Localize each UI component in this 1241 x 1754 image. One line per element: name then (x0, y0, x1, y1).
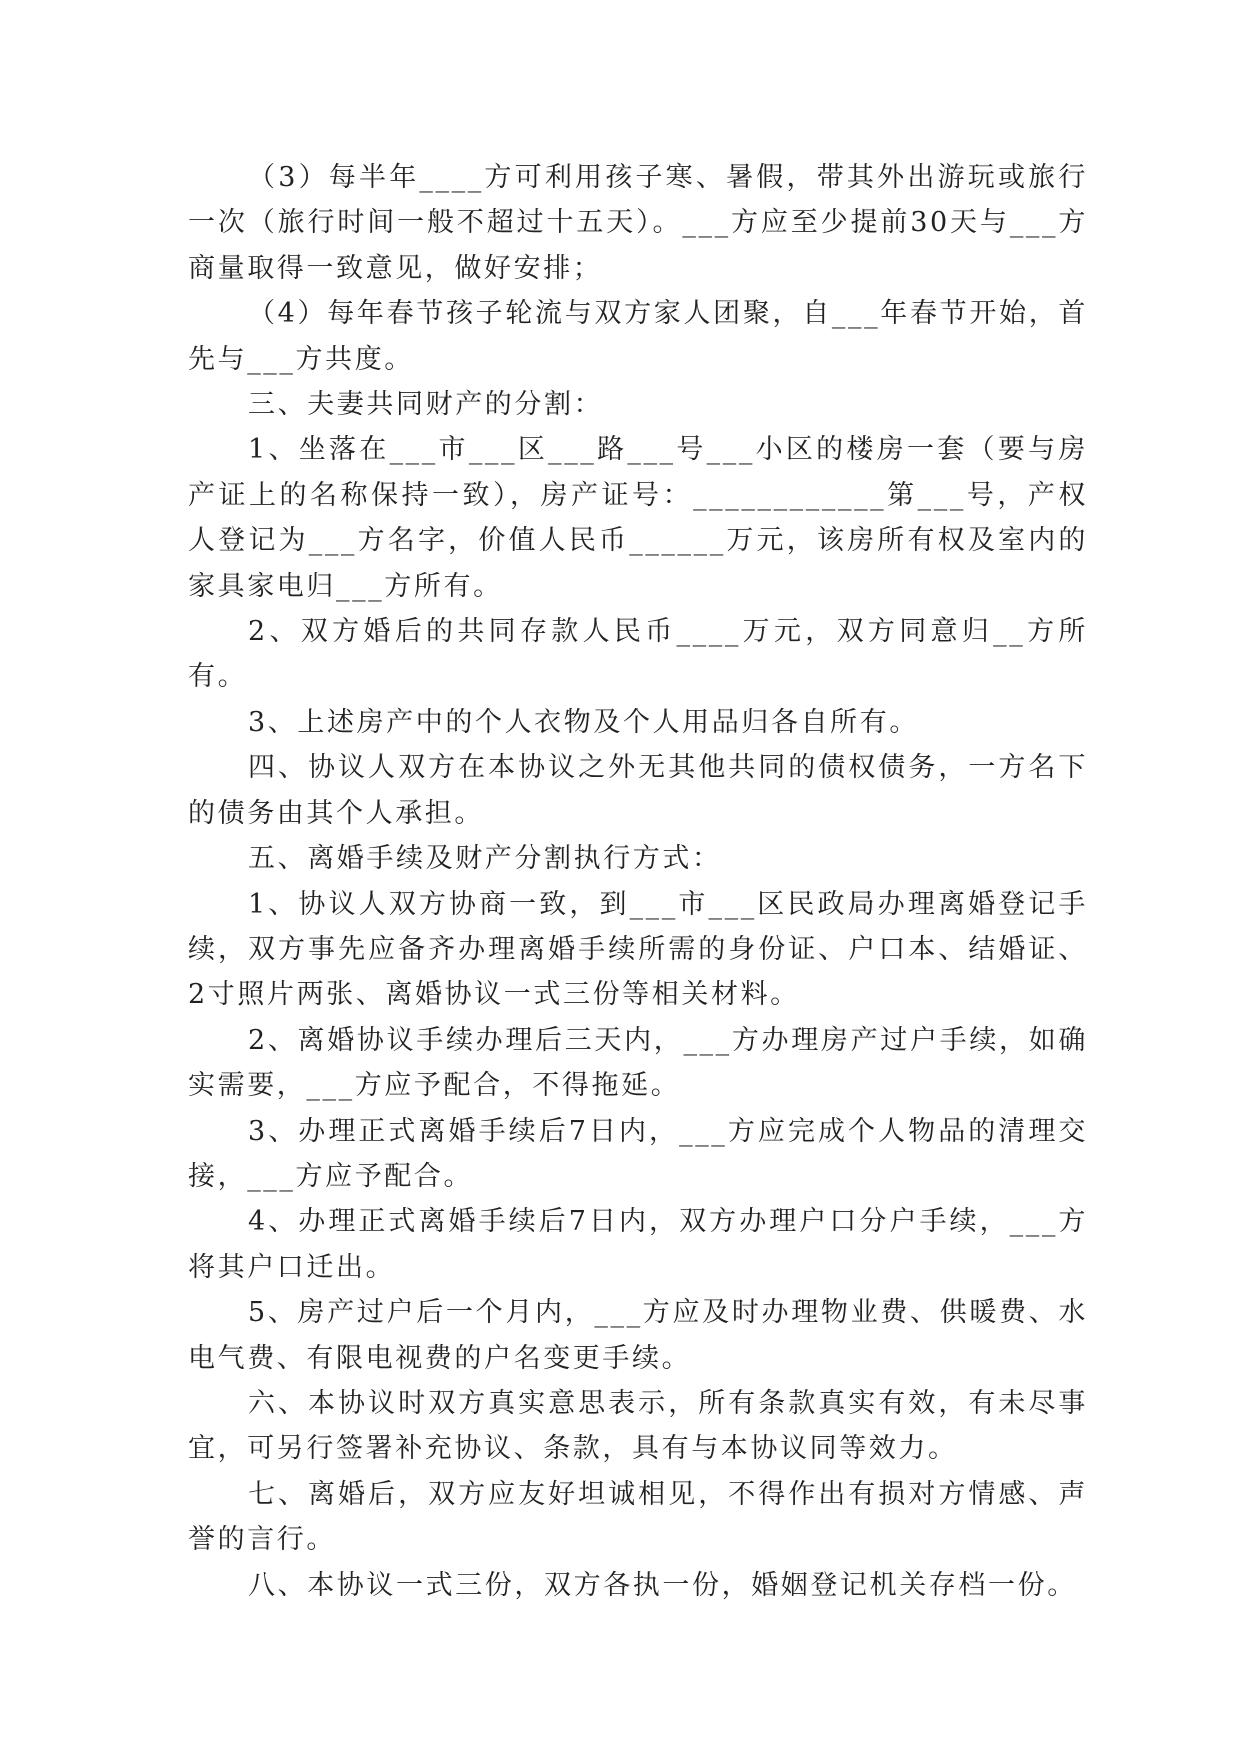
paragraph-procedure-transfer: 2、离婚协议手续办理后三天内，___方办理房产过户手续，如确实需要，___方应予配合，不得拖延。 (188, 1024, 1088, 1102)
paragraph-property-personal-items: 3、上述房产中的个人衣物及个人用品归各自所有。 (248, 706, 919, 738)
section-heading-conduct: 七、离婚后，双方应友好坦诚相见，不得作出有损对方情感、声誉的言行。 (188, 1478, 1088, 1556)
section-heading-debts: 四、协议人双方在本协议之外无其他共同的债权债务，一方名下的债务由其个人承担。 (188, 752, 1088, 829)
paragraph-spring-festival-clause: （4）每年春节孩子轮流与双方家人团聚，自___年春节开始，首先与___方共度。 (188, 298, 1088, 375)
section-heading-copies: 八、本协议一式三份，双方各执一份，婚姻登记机关存档一份。 (248, 1569, 1077, 1601)
section-heading-validity: 六、本协议时双方真实意思表示，所有条款真实有效，有未尽事宜，可另行签署补充协议、条款，具有与本协议同等效力。 (188, 1387, 1088, 1465)
paragraph-travel-clause: （3）每半年____方可利用孩子寒、暑假，带其外出游玩或旅行一次（旅行时间一般不超过十五天）。___方应至少提前30天与___方商量取得一致意见，做好安排； (188, 162, 1088, 284)
section-heading-procedures: 五、离婚手续及财产分割执行方式： (248, 843, 722, 875)
paragraph-procedure-handover: 3、办理正式离婚手续后7日内，___方应完成个人物品的清理交接，___方应予配合。 (188, 1115, 1088, 1192)
paragraph-procedure-household: 4、办理正式离婚手续后7日内，双方办理户口分户手续，___方将其户口迁出。 (188, 1206, 1088, 1283)
paragraph-procedure-utilities: 5、房产过户后一个月内，___方应及时办理物业费、供暖费、水电气费、有限电视费的户名变更手续。 (188, 1297, 1088, 1374)
paragraph-procedure-registration: 1、协议人双方协商一致，到___市___区民政局办理离婚登记手续，双方事先应备齐办理离婚手续所需的身份证、户口本、结婚证、2寸照片两张、离婚协议一式三份等相关材料。 (188, 888, 1088, 1011)
paragraph-property-house: 1、坐落在___市___区___路___号___小区的楼房一套（要与房产证上的名称保持一致），房产证号：____________第___号，产权人登记为___方名字，价值人民币______万元，该房所有权及室内的家具家电归___方所有。 (188, 434, 1088, 602)
section-heading-property-division: 三、夫妻共同财产的分割： (248, 389, 604, 421)
document-body (188, 155, 1088, 1608)
paragraph-property-savings: 2、双方婚后的共同存款人民币____万元，双方同意归__方所有。 (188, 616, 1088, 693)
